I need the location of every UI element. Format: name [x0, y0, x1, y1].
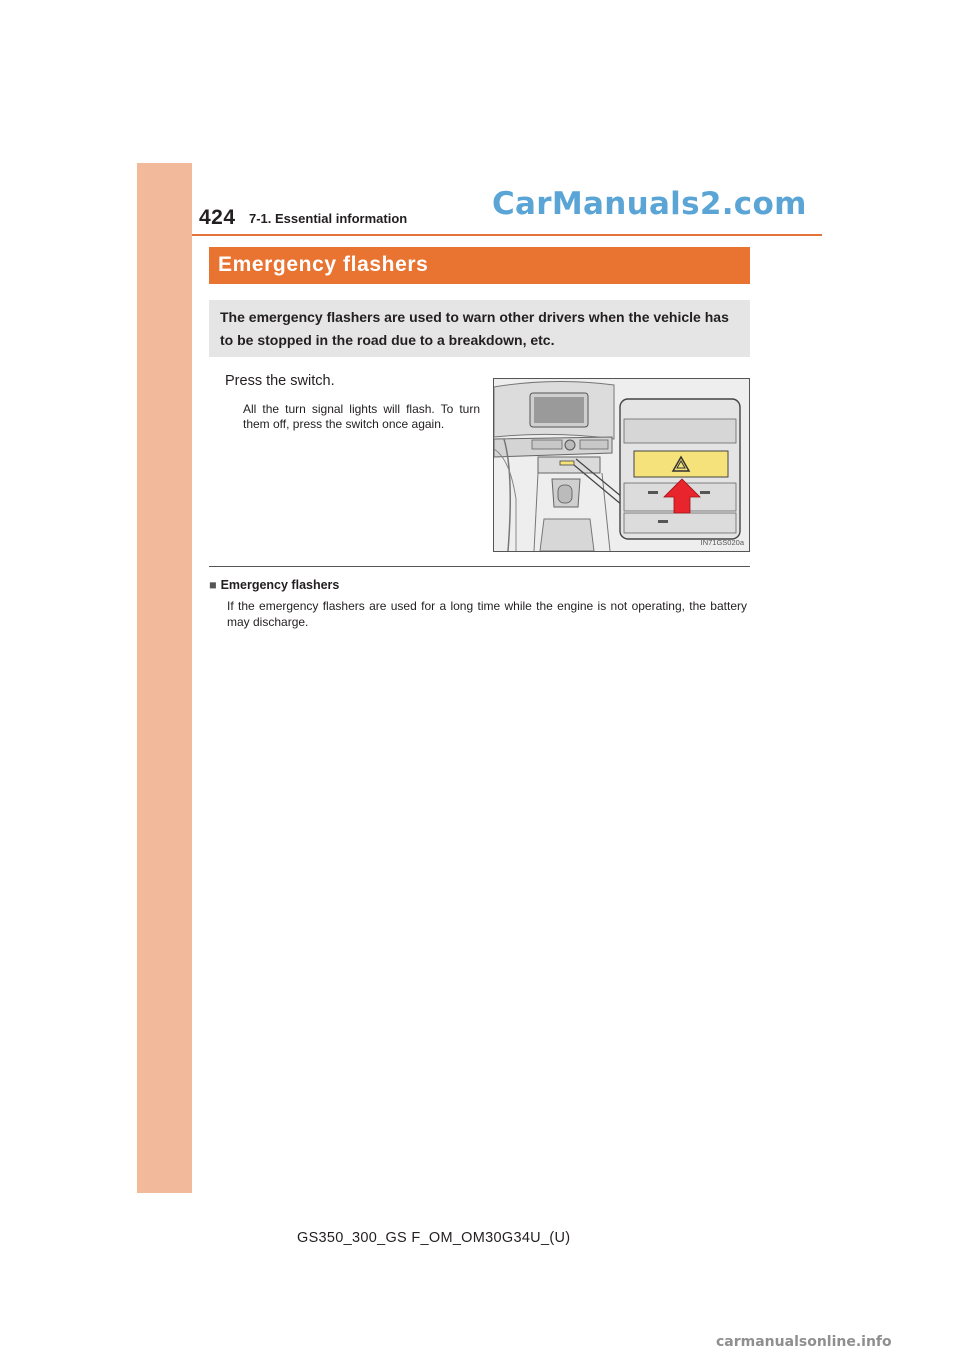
watermark-bottom: carmanualsonline.info — [716, 1334, 892, 1350]
bullet-square-icon: ■ — [209, 578, 217, 592]
section-divider — [209, 566, 750, 567]
side-tab — [137, 163, 192, 1193]
intro-box — [209, 300, 750, 357]
info-heading-text: Emergency flashers — [220, 578, 340, 592]
footer-doc-code: GS350_300_GS F_OM_OM30G34U_(U) — [297, 1230, 571, 1246]
info-body: If the emergency flashers are used for a long time while the engine is not operating, the battery may discharge. — [227, 599, 747, 629]
watermark-top: CarManuals2.com — [492, 186, 807, 222]
hazard-switch-illustration — [493, 378, 750, 552]
title-bar — [209, 247, 750, 284]
intro-text: The emergency flashers are used to warn other drivers when the vehicle has to be stopped in the road due to a breakdown, etc. — [220, 309, 729, 348]
section-label: 7-1. Essential information — [249, 211, 408, 226]
header-rule — [192, 234, 822, 236]
page-title: Emergency flashers — [218, 253, 429, 276]
step-text: Press the switch. — [225, 373, 335, 389]
step-note: All the turn signal lights will flash. To turn them off, press the switch once again. — [243, 402, 480, 431]
page-number: 424 — [199, 206, 236, 229]
info-heading — [209, 578, 339, 592]
illustration-code: IN71GS020a — [700, 538, 744, 547]
